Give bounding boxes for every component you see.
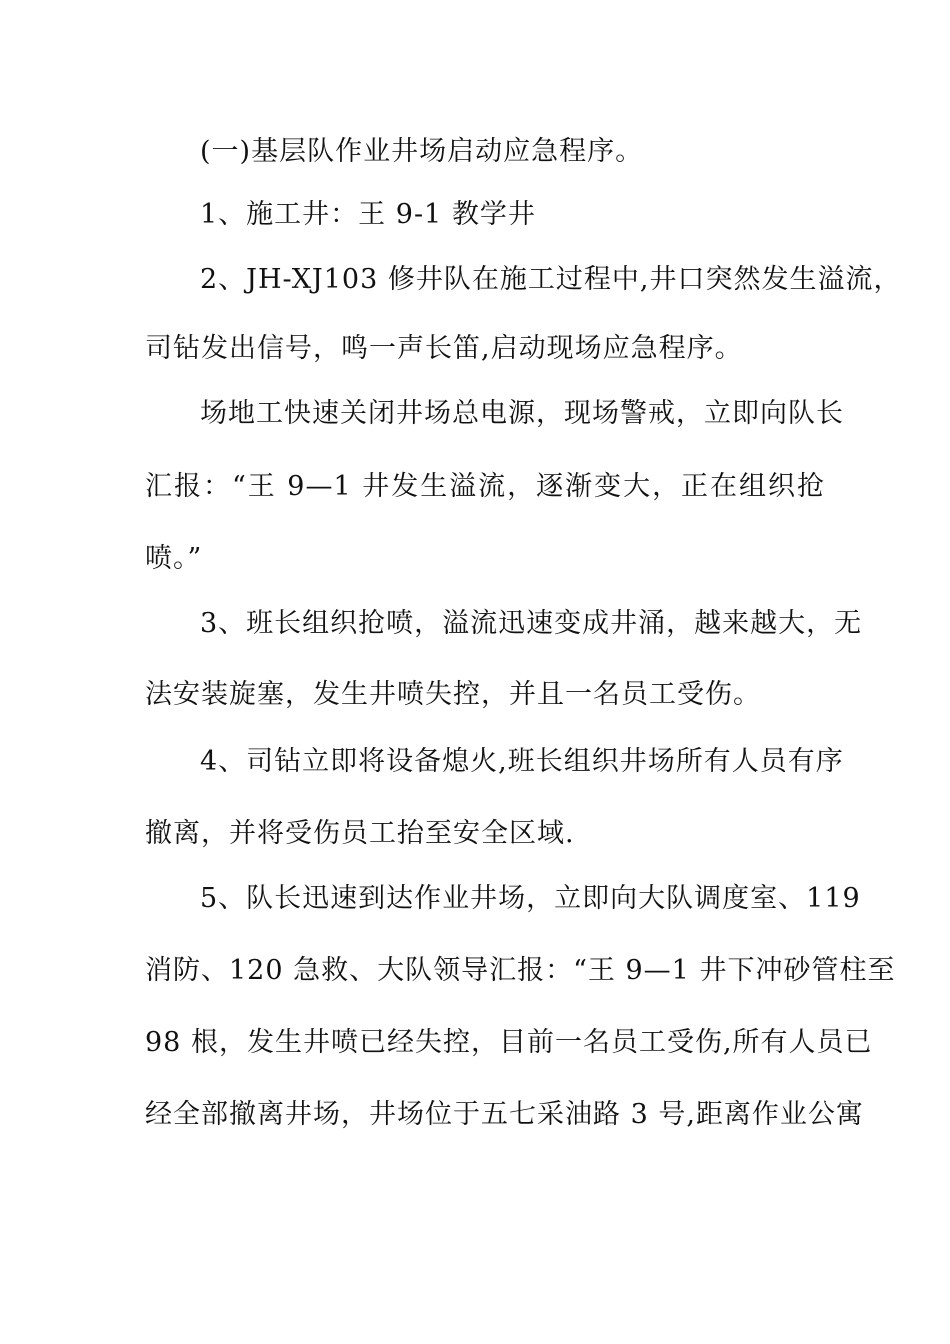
paragraph-line: 98 根，发生井喷已经失控，目前一名员工受伤,所有人员已 [145, 1027, 873, 1058]
paragraph-line: 4、司钻立即将设备熄火,班长组织井场所有人员有序 [200, 746, 844, 777]
paragraph-line: 3、班长组织抢喷，溢流迅速变成井涌，越来越大，无 [200, 608, 863, 639]
paragraph-line: 撤离，并将受伤员工抬至安全区域. [145, 818, 575, 849]
section-heading: (一)基层队作业井场启动应急程序。 [200, 136, 644, 167]
paragraph-line: 场地工快速关闭井场总电源，现场警戒，立即向队长 [200, 398, 844, 429]
paragraph-line: 5、队长迅速到达作业井场，立即向大队调度室、119 [200, 883, 861, 914]
paragraph-line: 法安装旋塞，发生井喷失控，并且一名员工受伤。 [145, 679, 761, 710]
paragraph-line: 喷。” [145, 543, 203, 574]
paragraph-line: 消防、120 急救、大队领导汇报：“王 9—1 井下冲砂管柱至 [145, 955, 896, 986]
paragraph-line: 汇报：“王 9—1 井发生溢流，逐渐变大，正在组织抢 [145, 471, 825, 502]
paragraph-line: 2、JH-XJ103 修井队在施工过程中,井口突然发生溢流， [200, 264, 902, 295]
paragraph-line: 经全部撤离井场，井场位于五七采油路 3 号,距离作业公寓 [145, 1099, 864, 1130]
paragraph-line: 司钻发出信号，鸣一声长笛,启动现场应急程序。 [145, 333, 743, 364]
paragraph-line: 1、施工井：王 9-1 教学井 [200, 199, 536, 230]
